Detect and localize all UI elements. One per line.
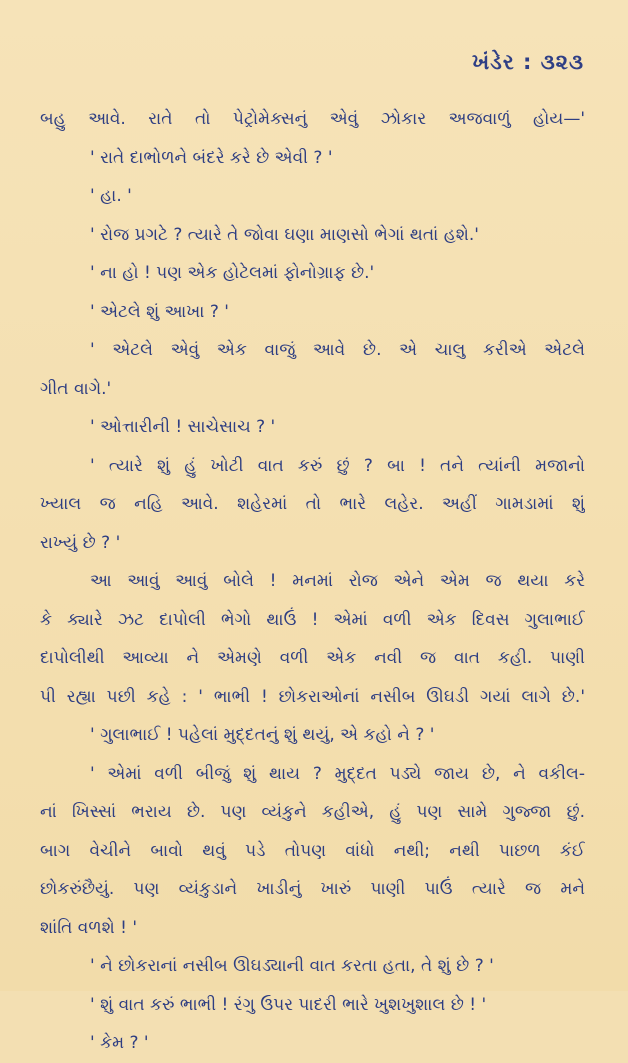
text-line: બાગ વેચીને બાવો થવું પડે તોપણ વાંધો નથી; નથી પાછળ કંઈ: [40, 840, 585, 861]
text-line: પી રહ્યા પછી કહે : ' ભાભી ! છોકરાઓનાં નસીબ ઊઘડી ગયાં લાગે છે.': [40, 686, 585, 707]
text-line: ' રાતે દાભોળને બંદરે કરે છે એવી ? ': [90, 147, 333, 168]
text-line: ' ના હો ! પણ એક હોટેલમાં ફોનોગ્રાફ છે.': [90, 263, 375, 283]
text-line: ' કેમ ? ': [90, 1033, 149, 1053]
running-header: ખંડેર : ૩૨૩: [472, 50, 584, 74]
text-line: ' ને છોકરાનાં નસીબ ઊઘડ્યાની વાત કરતા હતા, તે શું છે ? ': [90, 956, 494, 976]
text-line: કે ક્યારે ઝટ દાપોલી ભેગો થાઉં ! એમાં વળી એક દિવસ ગુલાભાઈ: [40, 609, 585, 630]
text-line: ' હા. ': [90, 186, 132, 206]
page-body: [40, 100, 585, 1063]
text-line: ગીત વાગે.': [40, 378, 112, 399]
text-line: રાખ્યું છે ? ': [40, 532, 121, 553]
text-line: આ આવું આવું બોલે ! મનમાં રોજ એને એમ જ થયા કરે: [90, 571, 585, 591]
text-line: ' શું વાત કરું ભાભી ! રંગુ ઉપર પાદરી ભારે ખુશખુશાલ છે ! ': [90, 994, 487, 1015]
text-line: ' એટલે એવું એક વાજું આવે છે. એ ચાલુ કરીએ એટલે: [90, 340, 585, 360]
text-line: ' રોજ પ્રગટે ? ત્યારે તે જોવા ઘણા માણસો ભેગાં થતાં હશે.': [90, 224, 479, 245]
text-line: ' ગુલાભાઈ ! પહેલાં મુદ્દતનું શું થયું, એ કહો ને ? ': [90, 725, 435, 745]
text-line: ' ઓત્તારીની ! સાચેસાચ ? ': [90, 417, 276, 437]
text-line: ખ્યાલ જ નહિ આવે. શહેરમાં તો ભારે લહેર. અહીં ગામડામાં શું: [40, 494, 585, 514]
text-line: ' એમાં વળી બીજું શું થાય ? મુદ્દત પડ્યે જાય છે, ને વકીલ-: [90, 763, 585, 784]
text-line: નાં ખિસ્સાં ભરાય છે. પણ વ્યંકુને કહીએ, હું પણ સામે ગુજ્જા છું.: [40, 802, 585, 822]
text-line: છોકરુંછૈયું. પણ વ્યંકુડાને ખાડીનું ખારું પાણી પાઉં ત્યારે જ મને: [40, 879, 585, 899]
text-line: ' ત્યારે શું હું ખોટી વાત કરું છું ? બા ! તને ત્યાંની મજાનો: [90, 455, 585, 476]
text-line: દાપોલીથી આવ્યા ને એમણે વળી એક નવી જ વાત કહી. પાણી: [40, 648, 585, 668]
text-line: ' એટલે શું આખા ? ': [90, 301, 229, 322]
text-line: શાંતિ વળશે ! ': [40, 917, 138, 938]
text-line: બહુ આવે. રાતે તો પેટ્રોમેક્સનું એવું ઝોકાર અજવાળું હોય—': [40, 109, 585, 129]
